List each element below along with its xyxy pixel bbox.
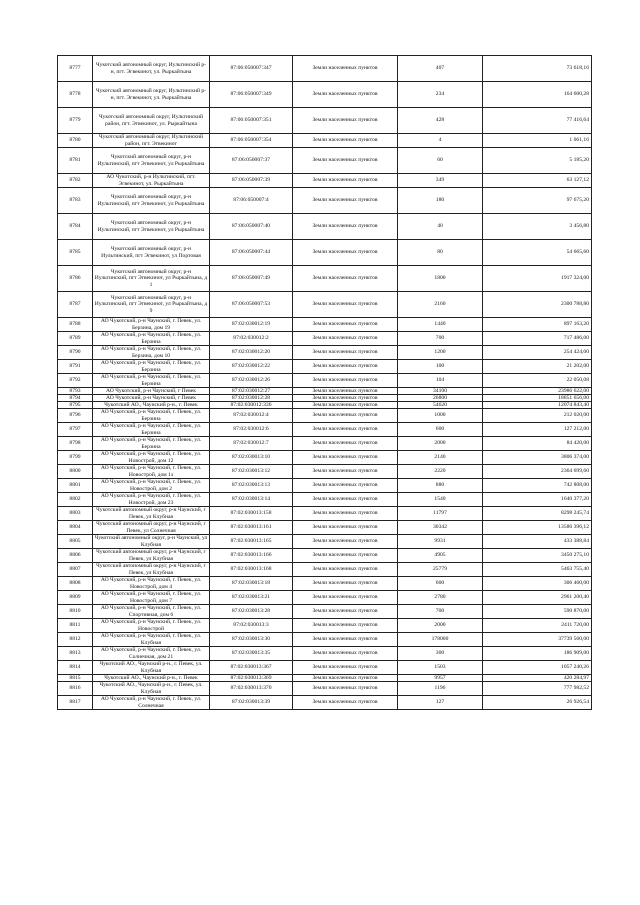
land-category-cell: Земли населенных пунктов <box>293 633 398 647</box>
table-row <box>58 318 592 332</box>
cadastral-value-cell: 22 050,08 <box>483 374 592 388</box>
row-number: 8810 <box>58 605 93 619</box>
land-category-cell: Земли населенных пунктов <box>293 577 398 591</box>
land-category-cell: Земли населенных пунктов <box>293 402 398 409</box>
cadastral-value-cell: 12074 843,40 <box>483 402 592 409</box>
table-row <box>58 423 592 437</box>
table-row <box>58 563 592 577</box>
cadastral-value-cell: 1057 240,26 <box>483 661 592 675</box>
address-cell: АО Чукотский, р-н Чаунский, г. Певек, ул. Берзина <box>93 360 210 374</box>
cadastral-number-cell: 87:02:030013:14 <box>210 493 293 507</box>
area-cell: 2160 <box>398 292 483 318</box>
row-number: 8785 <box>58 240 93 266</box>
cadastral-value-cell: 212 020,00 <box>483 409 592 423</box>
cadastral-number-cell: 87:06:050007:347 <box>210 56 293 82</box>
cadastral-number-cell: 87:02:030012:7 <box>210 437 293 451</box>
cadastral-number-cell: 87:06:050007:349 <box>210 82 293 108</box>
address-cell: АО Чукотский, р-н Иультинский, пгт. Эгвекинот, ул. Рыркайтына <box>93 174 210 188</box>
cadastral-number-cell: 87:02:030013:10 <box>210 451 293 465</box>
land-category-cell: Земли населенных пунктов <box>293 437 398 451</box>
table-row <box>58 388 592 395</box>
cadastral-number-cell: 87:02:030013:370 <box>210 682 293 696</box>
cadastral-value-cell: 2411 720,00 <box>483 619 592 633</box>
cadastral-number-cell: 87:02:030013:39 <box>210 696 293 710</box>
land-category-cell: Земли населенных пунктов <box>293 240 398 266</box>
area-cell: 40 <box>398 214 483 240</box>
table-row <box>58 493 592 507</box>
table-row <box>58 292 592 318</box>
cadastral-number-cell: 87:02:030013:21 <box>210 591 293 605</box>
land-category-cell: Земли населенных пунктов <box>293 388 398 395</box>
land-category-cell: Земли населенных пунктов <box>293 423 398 437</box>
land-category-cell: Земли населенных пунктов <box>293 188 398 214</box>
area-cell: 9931 <box>398 535 483 549</box>
table-row <box>58 465 592 479</box>
address-cell: Чукотский автономный округ, р-н Чаунский, г Певек, ул Клубная <box>93 549 210 563</box>
area-cell: 700 <box>398 605 483 619</box>
cadastral-number-cell: 87:02:030013:367 <box>210 661 293 675</box>
table-row <box>58 266 592 292</box>
cadastral-number-cell: 87:02:030012:22 <box>210 360 293 374</box>
cadastral-value-cell: 2300 788,80 <box>483 292 592 318</box>
land-category-cell: Земли населенных пунктов <box>293 318 398 332</box>
address-cell: Чукотский АО., Чаунский р-н., г. Певек <box>93 675 210 682</box>
address-cell: АО Чукотский, р-н Чаунский, г Певек <box>93 388 210 395</box>
area-cell: 407 <box>398 56 483 82</box>
row-number: 8817 <box>58 696 93 710</box>
table-row <box>58 577 592 591</box>
row-number: 8808 <box>58 577 93 591</box>
area-cell: 4 <box>398 134 483 148</box>
row-number: 8807 <box>58 563 93 577</box>
row-number: 8815 <box>58 675 93 682</box>
area-cell: 180 <box>398 188 483 214</box>
area-cell: 60 <box>398 148 483 174</box>
table-body <box>58 56 592 710</box>
table-row <box>58 134 592 148</box>
cadastral-number-cell: 87:02:030012:20 <box>210 346 293 360</box>
area-cell: 178000 <box>398 633 483 647</box>
cadastral-value-cell: 742 808,00 <box>483 479 592 493</box>
cadastral-number-cell: 87:02:030013:18 <box>210 577 293 591</box>
table-row <box>58 521 592 535</box>
row-number: 8798 <box>58 437 93 451</box>
land-category-cell: Земли населенных пунктов <box>293 479 398 493</box>
land-category-cell: Земли населенных пунктов <box>293 82 398 108</box>
area-cell: 127 <box>398 696 483 710</box>
address-cell: Чукотский автономный округ, р-н Иультинский, пгт Эгвекинот, ул Рыркайтына, д 9 <box>93 292 210 318</box>
cadastral-value-cell: 3806 374,00 <box>483 451 592 465</box>
land-category-cell: Земли населенных пунктов <box>293 332 398 346</box>
address-cell: АО Чукотский, р-н Чаунский, г. Певек, ул. Берзина <box>93 423 210 437</box>
area-cell: 349 <box>398 174 483 188</box>
cadastral-value-cell: 5 185,20 <box>483 148 592 174</box>
row-number: 8802 <box>58 493 93 507</box>
cadastral-value-cell: 97 675,20 <box>483 188 592 214</box>
cadastral-number-cell: 87:06:050007:53 <box>210 292 293 318</box>
land-category-cell: Земли населенных пунктов <box>293 521 398 535</box>
address-cell: АО Чукотский, р-н Чаунский, г. Певек, ул. Берзина <box>93 409 210 423</box>
table-row <box>58 591 592 605</box>
address-cell: АО Чукотский, р-н Чаунский, г. Певек, ул. Спортивная, дом 6 <box>93 605 210 619</box>
area-cell: 104 <box>398 374 483 388</box>
area-cell: 600 <box>398 423 483 437</box>
row-number: 8794 <box>58 395 93 402</box>
area-cell: 34100 <box>398 388 483 395</box>
row-number: 8804 <box>58 521 93 535</box>
address-cell: Чукотский автономный округ, р-н Иультинский, пгт Эгвекинот, ул Рыркайтына <box>93 214 210 240</box>
area-cell: 1800 <box>398 266 483 292</box>
address-cell: Чукотский автономный округ, р-н Чаунский, г Певек, ул Солнечная <box>93 521 210 535</box>
area-cell: 2780 <box>398 591 483 605</box>
cadastral-value-cell: 2961 200,40 <box>483 591 592 605</box>
area-cell: 2000 <box>398 619 483 633</box>
area-cell: 2220 <box>398 465 483 479</box>
address-cell: АО Чукотский, р-н Чаунский, г. Певек, ул. Берзина, дом 10 <box>93 346 210 360</box>
land-category-cell: Земли населенных пунктов <box>293 134 398 148</box>
row-number: 8777 <box>58 56 93 82</box>
table-row <box>58 395 592 402</box>
land-category-cell: Земли населенных пунктов <box>293 661 398 675</box>
table-row <box>58 682 592 696</box>
address-cell: Чукотский АО., Чаунский р-н., г. Певек <box>93 402 210 409</box>
table-row <box>58 374 592 388</box>
cadastral-number-cell: 87:06:050007:354 <box>210 134 293 148</box>
table-row <box>58 479 592 493</box>
table-row <box>58 549 592 563</box>
cadastral-value-cell: 420 284,97 <box>483 675 592 682</box>
address-cell: АО Чукотский, р-н Чаунский, г. Певек, ул. Новострой, дом 1з <box>93 465 210 479</box>
table-row <box>58 56 592 82</box>
area-cell: 25779 <box>398 563 483 577</box>
area-cell: 600 <box>398 577 483 591</box>
land-registry-table <box>57 55 592 710</box>
land-category-cell: Земли населенных пунктов <box>293 451 398 465</box>
area-cell: 4905 <box>398 549 483 563</box>
table-row <box>58 148 592 174</box>
cadastral-number-cell: 87:02:030012:27 <box>210 388 293 395</box>
address-cell: Чукотский автономный округ, Иультинский район, пгт. Эгвекинот, ул. Рыркайтына <box>93 108 210 134</box>
area-cell: 1440 <box>398 318 483 332</box>
row-number: 8791 <box>58 360 93 374</box>
land-category-cell: Земли населенных пунктов <box>293 696 398 710</box>
cadastral-value-cell: 1640 377,20 <box>483 493 592 507</box>
cadastral-number-cell: 87:02:030013:369 <box>210 675 293 682</box>
area-cell: 11797 <box>398 507 483 521</box>
area-cell: 26800 <box>398 395 483 402</box>
area-cell: 1200 <box>398 346 483 360</box>
address-cell: АО Чукотский, р-н Чаунский, г Певек <box>93 395 210 402</box>
cadastral-number-cell: 87:02:030013:168 <box>210 563 293 577</box>
address-cell: АО Чукотский, р-н Чаунский, г. Певек, ул. Новострой, дом 23 <box>93 493 210 507</box>
row-number: 8782 <box>58 174 93 188</box>
area-cell: 100 <box>398 360 483 374</box>
area-cell: 1503 <box>398 661 483 675</box>
cadastral-number-cell: 87:02:030013:30 <box>210 633 293 647</box>
cadastral-number-cell: 87:06:050007:37 <box>210 148 293 174</box>
address-cell: АО Чукотский, р-н Чаунский, г. Певек, ул. Солнечная <box>93 696 210 710</box>
cadastral-value-cell: 777 982,52 <box>483 682 592 696</box>
address-cell: Чукотский автономный округ, р-н Иультинский, пгт Эгвекинот, ул Рыркайтына <box>93 148 210 174</box>
table-row <box>58 661 592 675</box>
table-row <box>58 619 592 633</box>
table-row <box>58 214 592 240</box>
land-category-cell: Земли населенных пунктов <box>293 108 398 134</box>
cadastral-number-cell: 87:06:050007:39 <box>210 174 293 188</box>
cadastral-value-cell: 717 486,00 <box>483 332 592 346</box>
address-cell: АО Чукотский, р-н Чаунский, г. Певек, ул. Берзина <box>93 374 210 388</box>
row-number: 8789 <box>58 332 93 346</box>
cadastral-value-cell: 73 618,16 <box>483 56 592 82</box>
cadastral-value-cell: 1917 324,00 <box>483 266 592 292</box>
table-row <box>58 332 592 346</box>
cadastral-value-cell: 1 061,16 <box>483 134 592 148</box>
cadastral-number-cell: 87:02:030013:161 <box>210 521 293 535</box>
table-row <box>58 535 592 549</box>
row-number: 8788 <box>58 318 93 332</box>
address-cell: Чукотский АО., Чаунский р-н., г. Певек, ул. Клубная <box>93 682 210 696</box>
land-category-cell: Земли населенных пунктов <box>293 174 398 188</box>
cadastral-number-cell: 87:02:030013:158 <box>210 507 293 521</box>
row-number: 8803 <box>58 507 93 521</box>
address-cell: Чукотский автономный округ, р-н Чаунский, ул Клубная <box>93 535 210 549</box>
row-number: 8811 <box>58 619 93 633</box>
cadastral-value-cell: 8298 245,74 <box>483 507 592 521</box>
cadastral-value-cell: 13586 396,12 <box>483 521 592 535</box>
cadastral-value-cell: 54 665,60 <box>483 240 592 266</box>
area-cell: 9957 <box>398 675 483 682</box>
row-number: 8813 <box>58 647 93 661</box>
cadastral-value-cell: 2364 699,60 <box>483 465 592 479</box>
cadastral-value-cell: 590 870,00 <box>483 605 592 619</box>
area-cell: 2000 <box>398 437 483 451</box>
cadastral-number-cell: 87:06:050007:40 <box>210 214 293 240</box>
land-category-cell: Земли населенных пунктов <box>293 266 398 292</box>
area-cell: 1540 <box>398 493 483 507</box>
cadastral-value-cell: 3 456,80 <box>483 214 592 240</box>
land-category-cell: Земли населенных пунктов <box>293 535 398 549</box>
address-cell: АО Чукотский, р-н Чаунский, г. Певек, ул. Берзина <box>93 332 210 346</box>
cadastral-value-cell: 26 926,54 <box>483 696 592 710</box>
table-row <box>58 507 592 521</box>
table-row <box>58 240 592 266</box>
area-cell: 880 <box>398 479 483 493</box>
cadastral-number-cell: 87:02:030013:165 <box>210 535 293 549</box>
cadastral-value-cell: 306 460,00 <box>483 577 592 591</box>
row-number: 8799 <box>58 451 93 465</box>
land-category-cell: Земли населенных пунктов <box>293 374 398 388</box>
land-category-cell: Земли населенных пунктов <box>293 465 398 479</box>
cadastral-number-cell: 87:02:030012:28 <box>210 395 293 402</box>
land-category-cell: Земли населенных пунктов <box>293 563 398 577</box>
land-category-cell: Земли населенных пунктов <box>293 619 398 633</box>
land-category-cell: Земли населенных пунктов <box>293 605 398 619</box>
row-number: 8792 <box>58 374 93 388</box>
row-number: 8779 <box>58 108 93 134</box>
cadastral-number-cell: 87:06:050007:351 <box>210 108 293 134</box>
cadastral-value-cell: 21 202,00 <box>483 360 592 374</box>
address-cell: Чукотский автономный округ, р-н Иультинский, пгт Эгвекинот, ул Рыркайтына <box>93 188 210 214</box>
table-row <box>58 605 592 619</box>
area-cell: 80 <box>398 240 483 266</box>
row-number: 8814 <box>58 661 93 675</box>
land-category-cell: Земли населенных пунктов <box>293 493 398 507</box>
land-category-cell: Земли населенных пунктов <box>293 682 398 696</box>
cadastral-value-cell: 5463 755,40 <box>483 563 592 577</box>
land-category-cell: Земли населенных пунктов <box>293 647 398 661</box>
cadastral-number-cell: 87:02:030013:13 <box>210 479 293 493</box>
address-cell: Чукотский автономный округ, р-н Иультинский, пгт Эгвекинот, ул Рыркайтына, д 1 <box>93 266 210 292</box>
land-category-cell: Земли населенных пунктов <box>293 507 398 521</box>
land-category-cell: Земли населенных пунктов <box>293 395 398 402</box>
row-number: 8790 <box>58 346 93 360</box>
row-number: 8797 <box>58 423 93 437</box>
row-number: 8812 <box>58 633 93 647</box>
address-cell: Чукотский автономный округ, Иультинский район, пгт. Эгвекинот <box>93 134 210 148</box>
row-number: 8778 <box>58 82 93 108</box>
address-cell: АО Чукотский, р-н Чаунский, г. Певек, ул. Новострой, дом 12 <box>93 451 210 465</box>
cadastral-number-cell: 87:02:030012:4 <box>210 409 293 423</box>
table-row <box>58 108 592 134</box>
land-category-cell: Земли населенных пунктов <box>293 591 398 605</box>
land-category-cell: Земли населенных пунктов <box>293 56 398 82</box>
cadastral-value-cell: 164 600,28 <box>483 82 592 108</box>
land-category-cell: Земли населенных пунктов <box>293 360 398 374</box>
row-number: 8780 <box>58 134 93 148</box>
table-row <box>58 633 592 647</box>
row-number: 8781 <box>58 148 93 174</box>
cadastral-number-cell: 87:02:030013:28 <box>210 605 293 619</box>
cadastral-number-cell: 87:02:030012:26 <box>210 374 293 388</box>
table-row <box>58 409 592 423</box>
row-number: 8793 <box>58 388 93 395</box>
area-cell: 54620 <box>398 402 483 409</box>
cadastral-number-cell: 87:02:030012:19 <box>210 318 293 332</box>
table-row <box>58 696 592 710</box>
area-cell: 1000 <box>398 409 483 423</box>
row-number: 8783 <box>58 188 93 214</box>
cadastral-value-cell: 23986 622,00 <box>483 388 592 395</box>
cadastral-value-cell: 897 163,20 <box>483 318 592 332</box>
cadastral-value-cell: 3450 275,10 <box>483 549 592 563</box>
table-row <box>58 675 592 682</box>
row-number: 8809 <box>58 591 93 605</box>
address-cell: АО Чукотский, р-н Чаунский, г. Певек, ул. Новострой, дом 4 <box>93 577 210 591</box>
cadastral-number-cell: 87:06:050007:49 <box>210 266 293 292</box>
cadastral-number-cell: 87:06:050007:4 <box>210 188 293 214</box>
land-category-cell: Земли населенных пунктов <box>293 148 398 174</box>
table-row <box>58 82 592 108</box>
cadastral-number-cell: 87:02:030013:12 <box>210 465 293 479</box>
area-cell: 1196 <box>398 682 483 696</box>
address-cell: АО Чукотский, р-н Чаунский, г. Певек, ул. Берзина, дом 19 <box>93 318 210 332</box>
cadastral-number-cell: 87:02:030012:6 <box>210 423 293 437</box>
cadastral-number-cell: 87:06:050007:44 <box>210 240 293 266</box>
row-number: 8786 <box>58 266 93 292</box>
address-cell: Чукотский автономный округ, р-н Иультинский, пгт Эгвекинот, ул Портовая <box>93 240 210 266</box>
cadastral-number-cell: 87:02:030013:35 <box>210 647 293 661</box>
row-number: 8801 <box>58 479 93 493</box>
cadastral-value-cell: 18851 656,00 <box>483 395 592 402</box>
row-number: 8805 <box>58 535 93 549</box>
cadastral-value-cell: 127 212,00 <box>483 423 592 437</box>
address-cell: Чукотский автономный округ, Иультинский р-н, пгт. Эгвекинот, ул. Рыркайтына <box>93 82 210 108</box>
row-number: 8796 <box>58 409 93 423</box>
area-cell: 2140 <box>398 451 483 465</box>
cadastral-value-cell: 433 388,84 <box>483 535 592 549</box>
table-row <box>58 360 592 374</box>
land-category-cell: Земли населенных пунктов <box>293 549 398 563</box>
area-cell: 30342 <box>398 521 483 535</box>
address-cell: АО Чукотский, р-н Чаунский, г. Певек, ул. Новострой, дом 7 <box>93 591 210 605</box>
address-cell: АО Чукотский, р-н Чаунский, г. Певек, ул. Новострой <box>93 619 210 633</box>
address-cell: Чукотский автономный округ, Иультинский р-н, пгт. Эгвекинот, ул. Рыркайтына <box>93 56 210 82</box>
table-row <box>58 346 592 360</box>
cadastral-value-cell: 63 127,12 <box>483 174 592 188</box>
cadastral-value-cell: 84 420,00 <box>483 437 592 451</box>
cadastral-value-cell: 37739 560,00 <box>483 633 592 647</box>
row-number: 8795 <box>58 402 93 409</box>
land-category-cell: Земли населенных пунктов <box>293 214 398 240</box>
cadastral-number-cell: 87:02:030013:166 <box>210 549 293 563</box>
area-cell: 428 <box>398 108 483 134</box>
area-cell: 234 <box>398 82 483 108</box>
address-cell: АО Чукотский, р-н Чаунский, г. Певек, ул. Клубная <box>93 633 210 647</box>
cadastral-value-cell: 254 424,00 <box>483 346 592 360</box>
table-row <box>58 402 592 409</box>
row-number: 8816 <box>58 682 93 696</box>
cadastral-number-cell: 87:02:030012:2 <box>210 332 293 346</box>
address-cell: АО Чукотский, р-н Чаунский, г. Певек, ул. Берзина <box>93 437 210 451</box>
address-cell: АО Чукотский, р-н Чаунский, г. Певек, ул. Новострой, дом 2 <box>93 479 210 493</box>
land-category-cell: Земли населенных пунктов <box>293 409 398 423</box>
address-cell: Чукотский автономный округ, р-н Чаунский, г Певек, ул Клубная <box>93 563 210 577</box>
row-number: 8784 <box>58 214 93 240</box>
area-cell: 700 <box>398 332 483 346</box>
row-number: 8806 <box>58 549 93 563</box>
cadastral-number-cell: 87:02:030013:3 <box>210 619 293 633</box>
table-row <box>58 188 592 214</box>
address-cell: АО Чукотский, р-н Чаунский, г. Певек, ул. Солнечная, дом 21 <box>93 647 210 661</box>
table-row <box>58 647 592 661</box>
cadastral-number-cell: 87:02:030012:336 <box>210 402 293 409</box>
row-number: 8800 <box>58 465 93 479</box>
table-row <box>58 437 592 451</box>
row-number: 8787 <box>58 292 93 318</box>
table-row <box>58 451 592 465</box>
land-category-cell: Земли населенных пунктов <box>293 346 398 360</box>
cadastral-value-cell: 186 909,00 <box>483 647 592 661</box>
address-cell: Чукотский АО., Чаунский р-н., г. Певек, ул. Клубная <box>93 661 210 675</box>
table-row <box>58 174 592 188</box>
land-category-cell: Земли населенных пунктов <box>293 292 398 318</box>
address-cell: Чукотский автономный округ, р-н Чаунский, г Певек, ул Клубная <box>93 507 210 521</box>
area-cell: 300 <box>398 647 483 661</box>
cadastral-value-cell: 77 416,64 <box>483 108 592 134</box>
land-category-cell: Земли населенных пунктов <box>293 675 398 682</box>
